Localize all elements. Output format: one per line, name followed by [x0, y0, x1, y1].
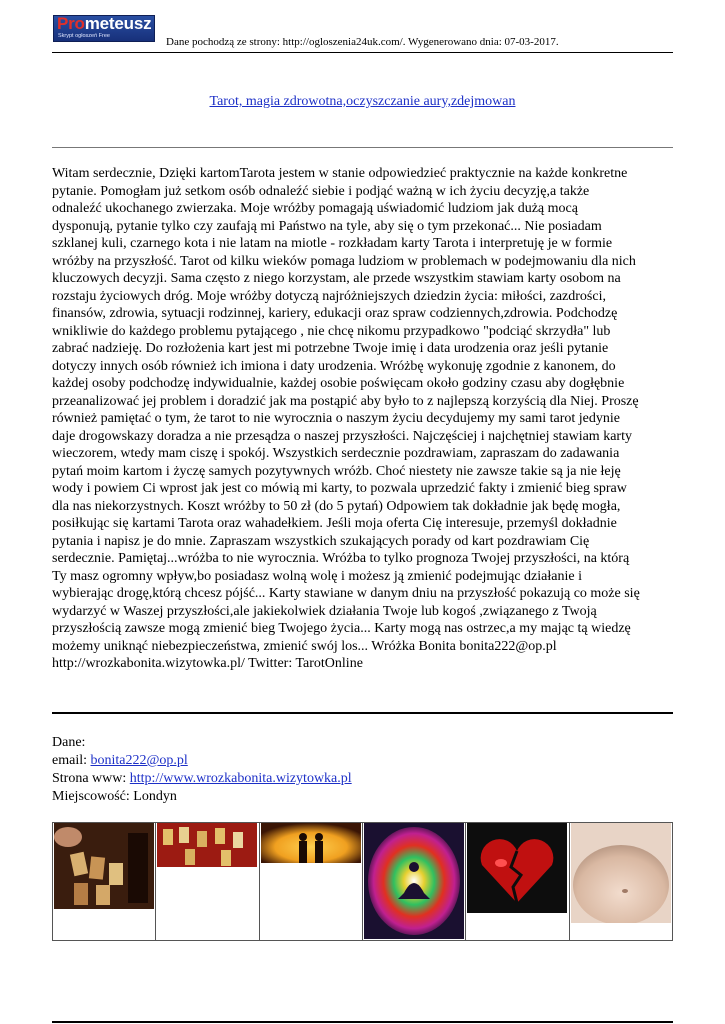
logo-subtitle: Skrypt ogłoszeń Free	[58, 33, 110, 39]
gallery-cell[interactable]	[260, 823, 363, 940]
gallery-cell[interactable]	[156, 823, 259, 940]
website-link[interactable]: http://www.wrozkabonita.wizytowka.pl	[129, 771, 352, 786]
gallery-cell[interactable]	[363, 823, 466, 940]
details-heading: Dane:	[52, 735, 86, 750]
city-row	[52, 788, 352, 806]
gallery-cell[interactable]	[53, 823, 156, 940]
photo-tarot-hand	[54, 823, 154, 909]
header-divider	[52, 52, 673, 53]
email-label: email:	[52, 753, 91, 768]
email-row	[52, 752, 352, 770]
city-label: Miejscowość:	[52, 789, 134, 804]
title-divider	[52, 147, 673, 148]
contact-details	[52, 734, 352, 806]
photo-gallery	[52, 822, 673, 941]
photo-tarot-red-table	[157, 823, 257, 867]
gallery-cell[interactable]	[570, 823, 672, 940]
logo-text: Prometeusz	[57, 15, 152, 33]
footer-divider	[52, 1021, 673, 1023]
email-link[interactable]: bonita222@op.pl	[90, 753, 188, 768]
www-row	[52, 770, 352, 788]
www-label: Strona www:	[52, 771, 130, 786]
details-divider	[52, 712, 673, 714]
photo-pregnant-belly	[571, 823, 671, 923]
source-note: Dane pochodzą ze strony: http://ogloszenia24uk.com/. Wygenerowano dnia: 07-03-2017.	[166, 36, 559, 48]
listing-title[interactable]: Tarot, magia zdrowotna,oczyszczanie aury,zdejmowan	[209, 94, 516, 109]
site-logo	[53, 15, 155, 42]
gallery-cell[interactable]	[466, 823, 569, 940]
listing-description: Witam serdecznie, Dzięki kartomTarota jestem w stanie odpowiedzieć praktycznie na każde konkretne pytanie. Pomogłam już setkom osób odnaleźć siebie i podjąć ważną w ich życiu decyzję,a także odnaleźć ukochanego zwierzaka. Moje wróżby pomagają uświadomić ludziom jak dużą mocą dysponują, pytanie tylko czy zaufają mi Państwo na tyle, aby się o tym przekonać... Nie posiadam szklanej kuli, czarnego kota i nie latam na miotle - rozkładam karty Tarota i interpretuję je w formie wróżby na przyszłość. Tarot od kilku wieków pomaga ludziom w problemach w podejmowaniu dla nich kluczowych decyzji. Sama często z niego korzystam, ale przede wszystkim stawiam karty osobom na rozstaju życiowych dróg. Moje wróżby dotyczą najróżniejszych dziedzin życia: miłości, zazdrości, finansów, zdrowia, sytuacji rodzinnej, kariery, edukacji oraz spraw codziennych,zdrowia. Podchodzę wnikliwie do każdego problemu pytającego , nie chcę nikomu przypadkowo "podciąć skrzydła" lub zabrać nadzieję. Do rozłożenia kart jest mi potrzebne Twoje imię i data urodzenia oraz jeśli pytanie dotyczy innych osób również ich imiona i daty urodzenia. Wróżbę wykonuję zgodnie z kanonem, do każdej osoby podchodzę indywidualnie, każdej osobie poświęcam około godziny czasu aby dogłębnie przeanalizować jej problem i doradzić jak ma postąpić aby było to z najlepszą korzyścią dla Niej. Proszę również pamiętać o tym, że tarot to nie wyrocznia o naszym życiu decydujemy my sami tarot jedynie daje drogowskazy doradza a nie przesądza o naszej przyszłości. Najczęściej i najchętniej stawiam karty wieczorem, wtedy mam ciszę i spokój. Wszystkich serdecznie pozdrawiam, zapraszam do zadawania pytań moim kartom i życzę samych pozytywnych wróżb. Choć niestety nie zawsze takie są ja nie łeję wody i powiem Ci wprost jak jest co mówią mi karty, to pozwala uprzedzić fakty i zmienić bieg spraw dla nas niekorzystnych. Koszt wróżby to 50 zł (do 5 pytań) Odpowiem tak dokładnie jak będę mogła, posiłkując się kartami Tarota oraz wahadełkiem. Jeśli moja oferta Cię interesuje, przemyśl dokładnie pytania i napisz je do mnie. Zapraszam wszystkich szukających porady od kart pozdrawiam Cię serdecznie. Pamiętaj...wróżba to nie wyrocznia. Wróżba to tylko prognoza Twojej przyszłości, na którą Ty masz ogromny wpływ,bo posiadasz wolną wolę i możesz ją zmienić podejmując działanie i wybierając drogę,którą chcesz pójść... Karty stawiane w danym dniu na przyszłość pokazują co może się wydarzyć w Waszej przyszłości,ale jakiekolwiek działania Twoje lub kogoś ,związanego z Twoją przyszłością zawsze mogą zmienić bieg Twojego życia... Karty mogą nas ostrzec,a my mając tą wiedzę możemy uniknąć niebezpieczeństwa, zmienić swój los... Wróżka Bonita bonita222@op.pl http://wrozkabonita.wizytowka.pl/ Twitter: TarotOnline	[52, 166, 640, 671]
photo-couple-silhouette	[261, 823, 361, 863]
photo-broken-heart	[467, 823, 567, 913]
city-value: Londyn	[133, 789, 177, 804]
photo-aura-meditation	[364, 823, 464, 939]
